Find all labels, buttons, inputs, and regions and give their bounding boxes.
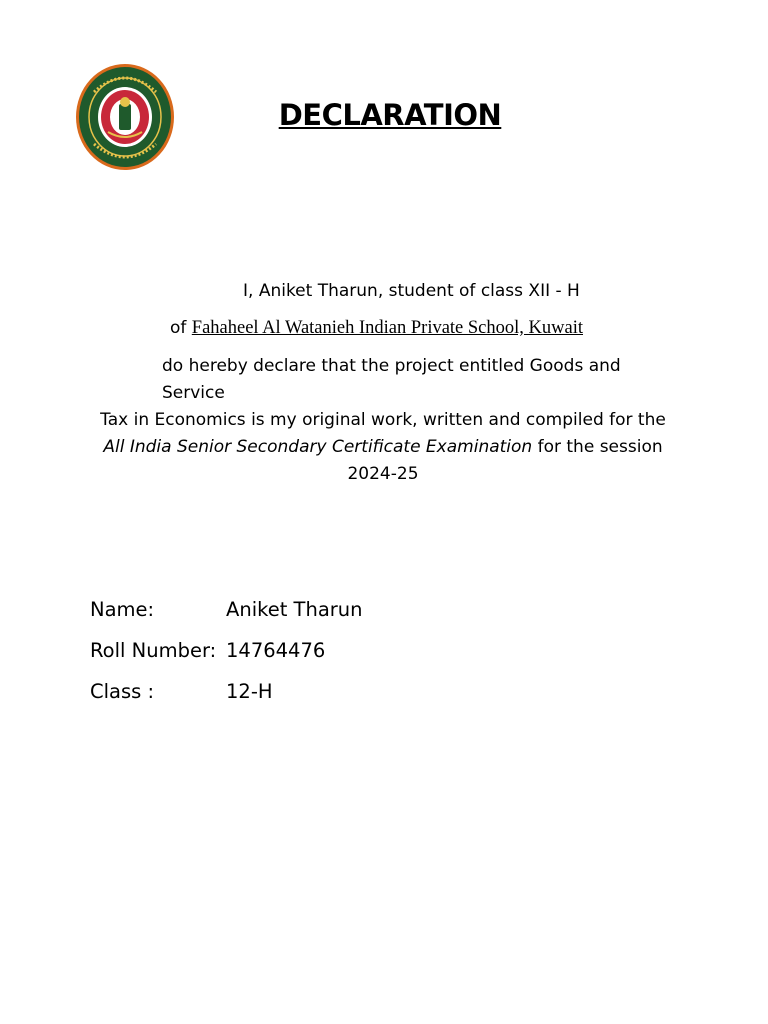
class-label: Class : [90, 680, 155, 703]
declaration-paragraph [88, 353, 678, 488]
class-value: 12-H [226, 680, 273, 703]
page-title: DECLARATION [278, 98, 502, 132]
exam-name: All India Senior Secondary Certificate Examination [103, 437, 533, 457]
school-name: Fahaheel Al Watanieh Indian Private School, Kuwait [191, 318, 583, 338]
roll-number-label: Roll Number: [90, 639, 217, 662]
declaration-part3: for the session 2024-25 [347, 437, 663, 484]
intro-line: I, Aniket Tharun, student of class XII - H [243, 281, 580, 301]
name-field [90, 598, 363, 621]
roll-number-value: 14764476 [226, 639, 326, 662]
roll-number-field [90, 639, 325, 662]
declaration-part2: Tax in Economics is my original work, written and compiled for the [100, 410, 666, 430]
name-label: Name: [90, 598, 155, 621]
school-prefix: of [170, 318, 187, 338]
class-field [90, 680, 273, 703]
declaration-part1: do hereby declare that the project entitled Goods and Service [162, 356, 621, 403]
name-value: Aniket Tharun [226, 598, 363, 621]
school-line [170, 318, 583, 339]
